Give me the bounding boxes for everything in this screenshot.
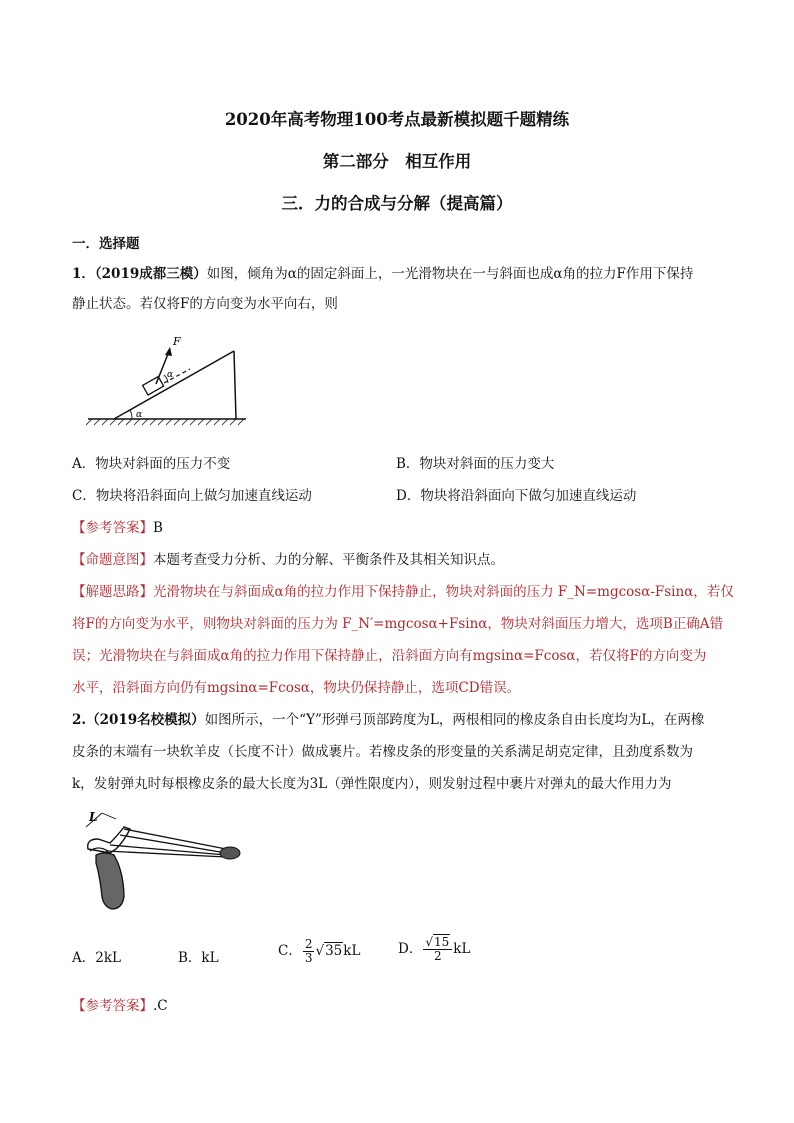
q2-option-c-fraction xyxy=(303,938,315,965)
chapter-title: 三．力的合成与分解（提高篇） xyxy=(281,194,513,213)
q2-option-d-denominator: 2 xyxy=(433,949,442,963)
q2-stem-line3: k，发射弹丸时每根橡皮条的最大长度为3L（弹性限度内），则发射过程中裹片对弹丸的最大作用力为 xyxy=(72,776,672,792)
intent-text: 本题考查受力分析、力的分解、平衡条件及其相关知识点。 xyxy=(153,552,504,568)
answer-label: 【参考答案】 xyxy=(72,998,153,1014)
length-label: L xyxy=(89,810,98,824)
document-title: 2020年高考物理100考点最新模拟题千题精练 xyxy=(224,110,570,129)
q1-number: 1． xyxy=(72,266,95,282)
answer-value: .C xyxy=(153,998,168,1014)
q1-stem-line2: 静止状态。若仅将F的方向变为水平向右，则 xyxy=(72,296,338,312)
angle-label-top: α xyxy=(167,370,174,380)
q2-stem-line2: 皮条的末端有一块软羊皮（长度不计）做成裹片。若橡皮条的形变量的关系满足胡克定律，且劲度系数为 xyxy=(72,744,693,760)
answer-label: 【参考答案】 xyxy=(72,520,153,536)
q2-option-b: B．kL xyxy=(178,950,219,966)
q2-option-c-numerator: 2 xyxy=(304,937,313,951)
solution-label: 【解题思路】 xyxy=(72,584,153,600)
incline-figure xyxy=(86,335,256,427)
q2-number: 2. xyxy=(72,712,87,728)
force-label: F xyxy=(173,335,181,348)
q1-text: 如图，倾角为α的固定斜面上，一光滑物块在一与斜面也成α角的拉力F作用下保持 xyxy=(206,266,694,282)
q1-solution-line2: 将F的方向变为水平，则物块对斜面的压力为 F_N′=mgcosα+Fsinα，物块对斜面压力增大，选项B正确A错 xyxy=(72,616,724,632)
intent-label: 【命题意图】 xyxy=(72,552,153,568)
q2-option-a: A．2kL xyxy=(72,950,121,966)
q1-solution-line4: 水平，沿斜面方向仍有mgsinα=Fcosα，物块仍保持静止，选项CD错误。 xyxy=(72,680,521,696)
q2-option-c-radicand: 35 xyxy=(325,943,343,959)
q1-solution-line3: 误；光滑物块在与斜面成α角的拉力作用下保持静止，沿斜面方向有mgsinα=Fcosα，若仅将F的方向变为 xyxy=(72,648,707,664)
q2-option-d xyxy=(398,936,470,963)
q2-stem-line1 xyxy=(72,708,704,728)
q2-option-c-suffix: kL xyxy=(343,943,361,959)
q2-option-c-prefix: C． xyxy=(278,943,302,959)
solution-text-1: 光滑物块在与斜面成α角的拉力作用下保持静止，物块对斜面的压力 F_N=mgcosα-Fsinα，若仅 xyxy=(153,584,734,600)
sqrt-symbol: √ xyxy=(315,943,325,959)
section-heading: 一．选择题 xyxy=(72,236,140,252)
q2-text: 如图所示，一个“Y”形弹弓顶部跨度为L，两根相同的橡皮条自由长度均为L，在两橡 xyxy=(204,712,705,728)
q2-option-d-prefix: D． xyxy=(398,941,423,957)
q1-option-b: B．物块对斜面的压力变大 xyxy=(396,456,555,472)
q2-source: （2019名校模拟） xyxy=(86,712,205,728)
q1-option-d: D．物块将沿斜面向下做匀加速直线运动 xyxy=(396,488,637,504)
angle-label-bottom: α xyxy=(136,410,143,420)
q2-option-c xyxy=(278,938,360,965)
q2-option-d-suffix: kL xyxy=(453,941,471,957)
slingshot-figure xyxy=(80,805,250,915)
q2-option-c-denominator: 3 xyxy=(304,951,313,965)
q1-intent xyxy=(72,548,504,568)
q2-option-d-fraction xyxy=(423,936,452,963)
q1-stem-line1 xyxy=(72,262,693,282)
sqrt-symbol: √ xyxy=(425,935,433,949)
q2-option-d-radicand: 15 xyxy=(433,935,450,949)
answer-value: B xyxy=(153,520,163,536)
q1-source: （2019成都三模） xyxy=(94,266,207,282)
q2-option-d-numerator xyxy=(423,936,452,950)
q2-answer xyxy=(72,994,168,1014)
part-title: 第二部分 相互作用 xyxy=(322,152,472,171)
q1-option-a: A．物块对斜面的压力不变 xyxy=(72,456,231,472)
q1-solution-line1 xyxy=(72,580,734,600)
q1-option-c: C．物块将沿斜面向上做匀加速直线运动 xyxy=(72,488,312,504)
q1-answer xyxy=(72,516,163,536)
